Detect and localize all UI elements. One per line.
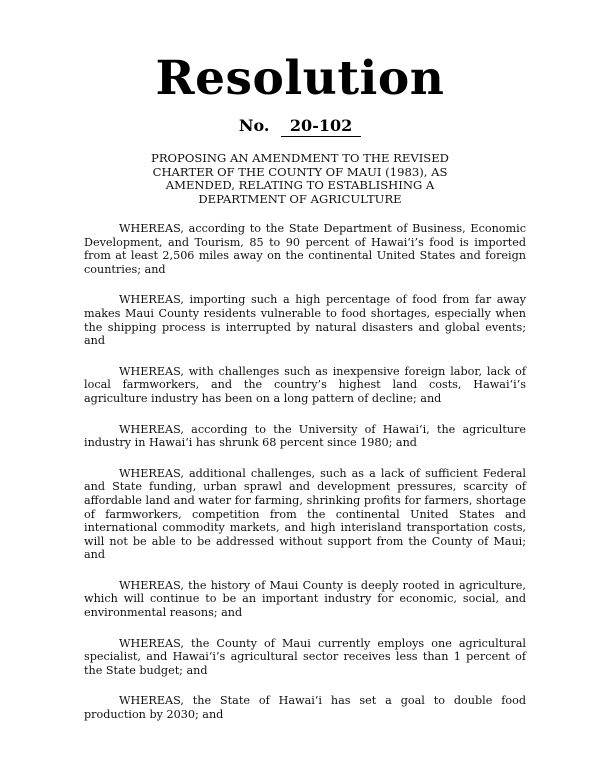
whereas-paragraph: WHEREAS, additional challenges, such as a lack of sufficient Federal and State funding, urban sprawl and development pressures, scarcity of affordable land and water for farming, shrinking profits for farmers, shortage of farmworkers, competition from the continental United States and international commodity markets, and high interisland transportation costs, will not be able to be addressed without support from the County of Maui; and — [84, 466, 526, 562]
resolution-number — [0, 116, 600, 137]
subject-line: CHARTER OF THE COUNTY OF MAUI (1983), AS — [152, 164, 448, 179]
document-title: Resolution — [155, 51, 445, 106]
subject-line: PROPOSING AN AMENDMENT TO THE REVISED — [151, 151, 449, 165]
whereas-paragraph: WHEREAS, according to the State Department of Business, Economic Development, and Tourism, 85 to 90 percent of Hawai‘i’s food is imported from at least 2,506 miles away on the continental United States and foreign countries; and — [84, 222, 526, 276]
subject-line: AMENDED, RELATING TO ESTABLISHING A — [165, 178, 435, 193]
whereas-paragraph: WHEREAS, the County of Maui currently employs one agricultural specialist, and Hawai‘i’s agricultural sector receives less than 1 percent of the State budget; and — [84, 636, 526, 677]
document-body — [84, 222, 526, 739]
resolution-subject — [140, 152, 460, 206]
subject-line: DEPARTMENT OF AGRICULTURE — [198, 191, 402, 206]
whereas-paragraph: WHEREAS, with challenges such as inexpensive foreign labor, lack of local farmworkers, and the country’s highest land costs, Hawai‘i’s agriculture industry has been on a long pattern of decline; and — [84, 364, 526, 405]
resolution-number-value: 20-102 — [281, 116, 361, 137]
resolution-number-label: No. — [238, 116, 270, 135]
whereas-paragraph: WHEREAS, the history of Maui County is deeply rooted in agriculture, which will continue to be an important industry for economic, social, and environmental reasons; and — [84, 578, 526, 620]
whereas-paragraph: WHEREAS, importing such a high percentage of food from far away makes Maui County residents vulnerable to food shortages, especially when the shipping process is interrupted by natural disasters and global events; and — [84, 293, 526, 348]
whereas-paragraph: WHEREAS, the State of Hawai‘i has set a goal to double food production by 2030; and — [84, 694, 526, 722]
whereas-paragraph: WHEREAS, according to the University of Hawai‘i, the agriculture industry in Hawai‘i has shrunk 68 percent since 1980; and — [84, 422, 526, 450]
